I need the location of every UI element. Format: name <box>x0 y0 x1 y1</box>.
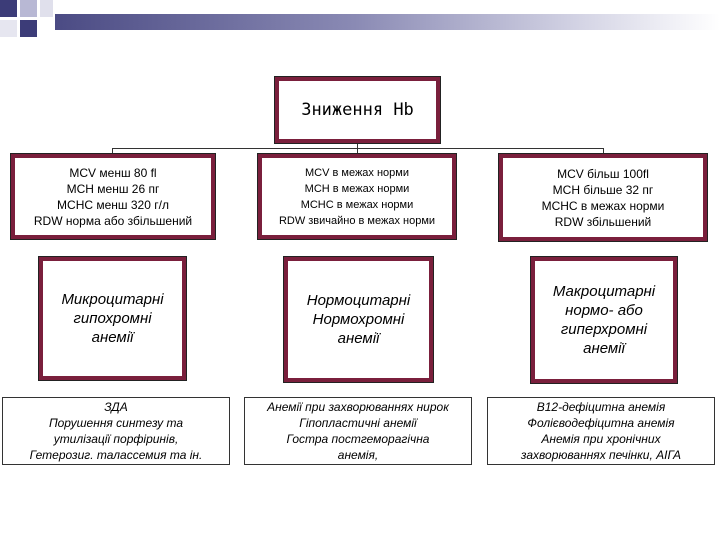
examples-box-macrocytic <box>487 397 715 465</box>
type-text: Микроцитарні гипохромні анемії <box>61 291 164 346</box>
header-gradient-bar <box>55 14 720 30</box>
criteria-text: MCV більш 100fl MCH більше 32 пг MCHC в межах норми RDW збільшений <box>541 166 665 229</box>
decor-square-dark <box>0 0 17 17</box>
type-box-microcytic <box>38 256 187 381</box>
type-text: Нормоцитарні Нормохромні анемії <box>306 292 411 347</box>
examples-text: Анемії при захворюваннях нирок Гіпопластичні анемії Гостра постгеморагічна анемія, <box>267 400 449 462</box>
criteria-box-normocytic <box>257 153 457 240</box>
title-box <box>274 76 441 144</box>
examples-box-microcytic <box>2 397 230 465</box>
examples-text: ЗДА Порушення синтезу та утилізації порфіринів, Гетерозиг. талассемия та ін. <box>29 400 203 462</box>
criteria-box-microcytic <box>10 153 216 240</box>
decor-square-pale <box>40 0 53 17</box>
decor-square-dark-lower <box>20 20 37 37</box>
decor-square-pale-lower <box>0 20 17 37</box>
type-box-normocytic <box>283 256 434 383</box>
type-box-macrocytic <box>530 256 678 384</box>
criteria-box-macrocytic <box>498 153 708 242</box>
examples-text: B12-дефіцитна анемія Фолієводефіцитна анемія Анемія при хронічних захворюваннях печінки, АІГА <box>520 400 682 462</box>
type-text: Макроцитарні нормо- або гиперхромні анемії <box>552 283 656 357</box>
title-text: Зниження Hb <box>301 100 414 120</box>
criteria-text: MCV менш 80 fl MCH менш 26 пг MCHC менш 320 г/л RDW норма або збільшений <box>33 165 193 228</box>
decor-square-light <box>20 0 37 17</box>
criteria-text: MCV в межах норми MCH в межах норми MCHC в межах норми RDW звичайно в межах норми <box>278 166 436 227</box>
connector-horizontal <box>112 148 604 149</box>
examples-box-normocytic <box>244 397 472 465</box>
